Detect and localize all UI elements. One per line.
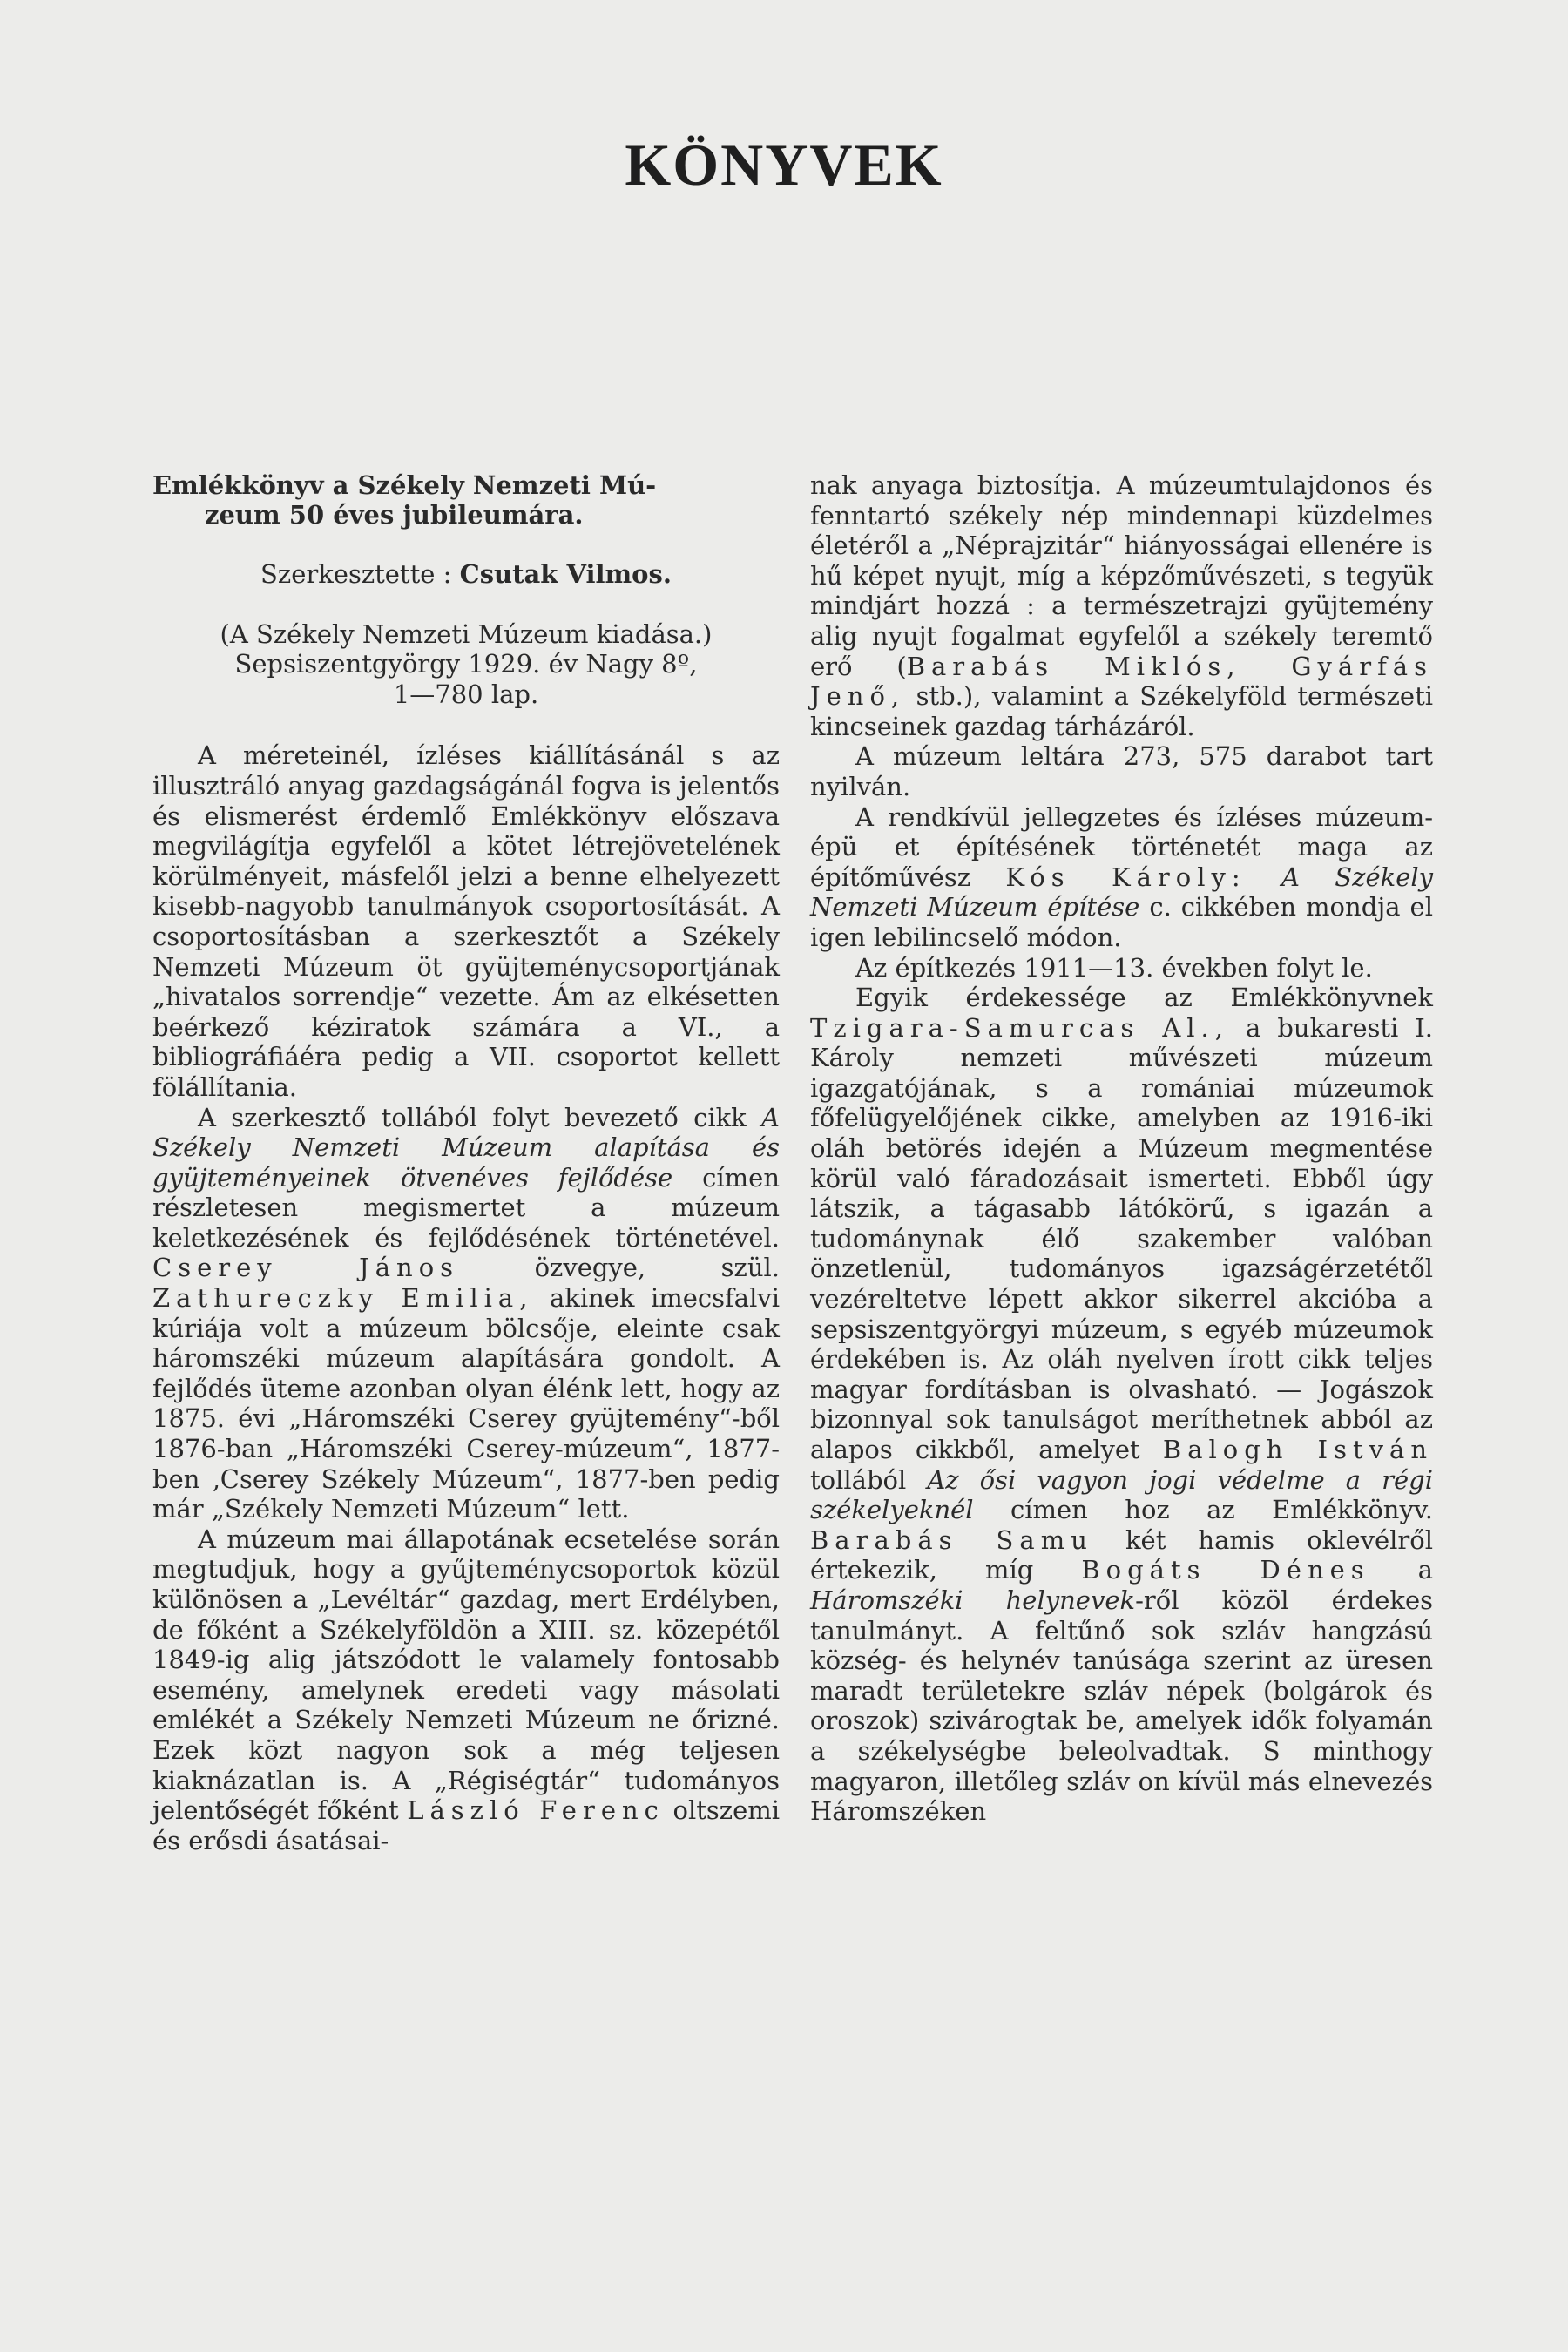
publication-info <box>152 619 780 710</box>
publication-line-1: (A Székely Nemzeti Múzeum kiadása.) <box>220 618 713 649</box>
spaced-name: László Ferenc <box>407 1795 665 1826</box>
paragraph <box>152 1524 780 1856</box>
paragraph: A múzeum leltára 273, 575 darabot tart nyilván. <box>810 741 1433 801</box>
text-run: A rendkívül jellegzetes és ízléses múzeum-épü et építésének történetét maga az építőművész <box>810 801 1433 892</box>
text-run: akinek imecsfalvi kúriája volt a múzeum bölcsője, eleinte csak háromszéki múzeum alapítására gondolt. A fejlődés üteme azonban olyan élénk lett, hogy az 1875. évi „Háromszéki Cserey gyüjtemény“-ből 1876-ban „Háromszéki Cserey-múzeum“, 1877-ben ‚Cserey Székely Múzeum“, 1877-ben pedig már „Székely Nemzeti Múzeum“ lett. <box>152 1283 781 1524</box>
text-run: c. cikkében mondja el igen lebilincselő módon. <box>810 892 1433 952</box>
text-run: oltszemi és erősdi ásatásai- <box>152 1795 781 1855</box>
page-title: KÖNYVEK <box>625 132 943 198</box>
spaced-name: Balogh István <box>1162 1435 1433 1464</box>
book-title-line-1: Emlékkönyv a Székely Nemzeti Mú- <box>152 470 657 500</box>
editor-line <box>152 559 780 590</box>
publication-line-2: Sepsiszentgyörgy 1929. év Nagy 8º, <box>234 649 698 679</box>
spaced-name: Tzigara-Samurcas Al., <box>810 1012 1229 1043</box>
paragraph: Az építkezés 1911—13. években folyt le. <box>855 952 1373 983</box>
spaced-name: Zathureczky Emilia, <box>152 1283 534 1314</box>
italic-title: A Székely Nemzeti Múzeum alapítása és gyüjteményeinek ötvenéves fejlődése <box>152 1102 780 1193</box>
text-run: A múzeum mai állapotának ecsetelése során megtudjuk, hogy a gyűjteménycsoportok közül különösen a „Levéltár“ gazdag, mert Erdélyben, de főként a Székelyföldön a XIII. sz. közepétől 1849-ig alig játszódott le valamely fontosabb esemény, amelynek eredeti vagy másolati emlékét a Székely Nemzeti Múzeum ne őrizné. Ezek közt nagyon sok a még teljesen kiaknázatlan is. A „Régiségtár“ tudományos jelentőségét főként <box>152 1524 780 1826</box>
text-run: nak anyaga biztosítja. A múzeumtulajdonos és fenntartó székely nép mindennapi küzdelmes életéről a „Néprajzitár“ hiányosságai ellenére is hű képet nyujt, míg a képzőművészeti, s tegyük mindjárt hozzá : a természetrajzi gyüjtemény alig nyujt fogalmat egyfelől a székely teremtő erő ( <box>810 470 1433 681</box>
text-run: címen részletesen megismertet a múzeum keletkezésének és fejlődésének történetével. <box>152 1162 780 1253</box>
book-title-line-2: zeum 50 éves jubileumára. <box>205 500 584 530</box>
spaced-name: Kós Károly: <box>1005 862 1247 892</box>
paragraph <box>810 470 1433 741</box>
left-column <box>152 470 780 1855</box>
publication-line-3: 1—780 lap. <box>393 679 539 709</box>
paragraph <box>810 802 1433 953</box>
italic-title: Az ősi vagyon jogi védelme a régi székelyeknél <box>810 1464 1434 1525</box>
paragraph <box>152 1103 780 1524</box>
book-title <box>152 470 780 530</box>
italic-title: A Székely Nemzeti Múzeum építése <box>810 862 1434 923</box>
text-run: a <box>1417 1555 1434 1585</box>
spaced-name: Barabás Miklós, Gyárfás Jenő, <box>810 651 1433 712</box>
spaced-name: Cserey János <box>152 1253 460 1283</box>
text-run: özvegye, szül. <box>534 1253 781 1283</box>
italic-title: Háromszéki helynevek <box>810 1585 1136 1615</box>
text-run: -ről közöl érdekes tanulmányt. A feltűnő sok szláv hangzású község- és helynév tanúsága szerint az üresen maradt területekre szláv népek (bolgárok és oroszok) szivárogtak be, amelyek idők folyamán a székelységbe beleolvadtak. S minthogy magyaron, illetőleg szláv on kívül más elnevezés Háromszéken <box>810 1585 1434 1827</box>
text-run: A szerkesztő tollából folyt bevezető cikk <box>198 1102 747 1132</box>
editor-name: Csutak Vilmos. <box>459 559 672 589</box>
text-run: címen hoz az Emlékkönyv. <box>1010 1495 1433 1525</box>
paragraph: A méreteinél, ízléses kiállításánál s az illusztráló anyag gazdagságánál fogva is jelentős és elismerést érdemlő Emlékkönyv előszava megvilágítja egyfelől a kötet létrejövetelének körülményeit, másfelől jelzi a benne elhelyezett kisebb-nagyobb tanulmányok csoportosítását. A csoportosításban a szerkesztőt a Székely Nemzeti Múzeum öt gyüjteménycsoportjának „hivatalos sorrendje“ vezette. Ám az elkésetten beérkező kéziratok számára a VI., a bibliográfiáéra pedig a VII. csoportot kellett fölállítania. <box>152 740 780 1102</box>
text-run: stb.), valamint a Székelyföld természeti kincseinek gazdag tárházáról. <box>810 681 1433 741</box>
paragraph <box>810 983 1433 1827</box>
editor-label: Szerkesztette : <box>260 559 452 589</box>
text-run: tollából <box>810 1464 907 1495</box>
text-run: két hamis oklevélről értekezik, míg <box>810 1524 1433 1585</box>
text-run: a bukaresti I. Károly nemzeti művészeti múzeum igazgatójának, s a romániai múzeumok főfelügyelőjének cikke, amelyben az 1916-iki oláh betörés idején a Múzeum megmentése körül való fáradozásait ismerteti. Ebből úgy látszik, a tágasabb látókörű, s igazán a tudománynak élő szakember valóban önzetlenül, tudományos igazságérzetétől vezéreltetve lépett akkor sikerrel akcióba a sepsiszentgyörgyi múzeum, s egyéb múzeumok érdekében is. Az oláh nyelven írott cikk teljes magyar fordításban is olvasható. — Jogászok bizonnyal sok tanulságot meríthetnek abból az alapos cikkből, amelyet <box>810 1012 1433 1464</box>
text-run: Egyik érdekessége az Emlékkönyvnek <box>855 983 1433 1013</box>
spaced-name: Barabás Samu <box>810 1524 1093 1555</box>
spaced-name: Bogáts Dénes <box>1081 1555 1370 1585</box>
right-column <box>810 470 1433 1827</box>
